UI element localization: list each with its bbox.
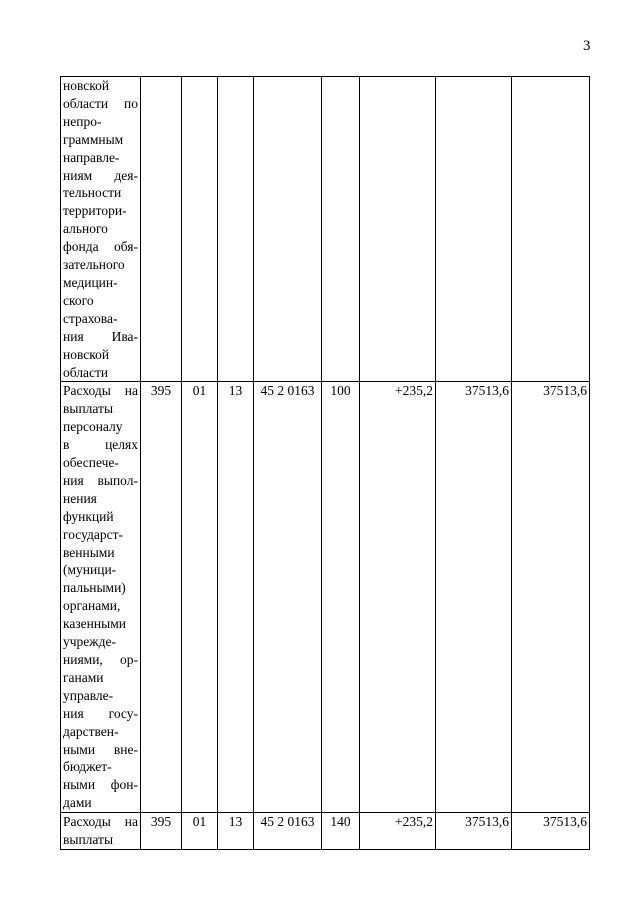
expense-name-line: территори- (63, 203, 127, 219)
expense-name-line: бюджет- (63, 759, 112, 775)
target-article-cell: 45 2 0163 (254, 382, 322, 813)
expense-name-line: казенными (63, 616, 126, 632)
expense-name-line: ального (63, 221, 108, 237)
expense-name-line: дарствен- (63, 723, 119, 739)
section-code-cell: 01 (182, 813, 218, 850)
target-article-cell (254, 77, 322, 382)
table-row (61, 382, 590, 813)
admin-code-cell: 395 (141, 382, 182, 813)
change-amount-cell: +235,2 (360, 382, 436, 813)
expense-name-line: направле- (63, 149, 120, 165)
expense-name-line: органами, (63, 598, 121, 614)
expense-name-line: функций (63, 508, 114, 524)
amount-cell-2 (512, 77, 590, 382)
expense-name-line: управле- (63, 687, 114, 703)
expense-name-line: ниями, ор- (63, 652, 138, 667)
expense-name-line: в целях (63, 437, 138, 453)
expense-name-line: персоналу (63, 419, 123, 435)
expense-name-line: венными (63, 544, 115, 560)
amount-cell-2: 37513,6 (512, 382, 590, 813)
admin-code-cell: 395 (141, 813, 182, 850)
subsection-code-cell: 13 (218, 813, 254, 850)
section-code-cell: 01 (182, 382, 218, 813)
table-body (61, 77, 590, 850)
expense-name-line: обеспече- (63, 455, 119, 471)
amount-cell-1: 37513,6 (436, 813, 512, 850)
expense-name-cell (61, 382, 141, 813)
budget-table (60, 76, 590, 850)
table-row (61, 813, 590, 850)
expense-name-line: государст- (63, 526, 123, 542)
expense-type-cell: 100 (322, 382, 360, 813)
expense-name-line: страхова- (63, 310, 118, 326)
amount-cell-2: 37513,6 (512, 813, 590, 850)
expense-name-line: новской (63, 346, 110, 362)
expense-name-line: ния выпол- (63, 472, 138, 488)
expense-name-line: ния Ива- (63, 328, 138, 344)
amount-cell-1 (436, 77, 512, 382)
expense-name-line: выплаты (63, 401, 114, 417)
expense-name-line: медицин- (63, 274, 118, 290)
expense-name-line: ниям дея- (63, 167, 138, 183)
expense-name-line: граммным (63, 131, 124, 147)
amount-cell-1: 37513,6 (436, 382, 512, 813)
expense-name-cell (61, 77, 141, 382)
expense-name-line: ными фон- (63, 777, 138, 793)
expense-name-line: выплаты (63, 832, 114, 848)
subsection-code-cell: 13 (218, 382, 254, 813)
expense-name-line: непро- (63, 113, 102, 129)
expense-name-line: области (63, 364, 109, 380)
expense-name-line: учрежде- (63, 634, 116, 650)
expense-name-line: Расходы на (63, 383, 138, 399)
expense-name-line: новской (63, 78, 110, 93)
expense-name-line: (муници- (63, 562, 117, 578)
expense-type-cell: 140 (322, 813, 360, 850)
change-amount-cell (360, 77, 436, 382)
expense-name-line: Расходы на (63, 814, 138, 830)
expense-name-line: пальными) (63, 580, 126, 596)
expense-name-line: ными вне- (63, 741, 138, 757)
expense-name-cell (61, 813, 141, 850)
admin-code-cell (141, 77, 182, 382)
expense-name-line: дами (63, 795, 92, 811)
expense-name-line: области по (63, 95, 138, 111)
expense-name-line: нения (63, 490, 97, 506)
subsection-code-cell (218, 77, 254, 382)
expense-name-line: ния госу- (63, 705, 138, 721)
change-amount-cell: +235,2 (360, 813, 436, 850)
expense-name-line: ского (63, 292, 94, 308)
section-code-cell (182, 77, 218, 382)
page-number: 3 (583, 38, 591, 54)
expense-name-line: зательного (63, 257, 125, 273)
expense-name-line: фонда обя- (63, 239, 138, 255)
expense-name-line: тельности (63, 185, 122, 201)
expense-name-line: ганами (63, 669, 104, 685)
target-article-cell: 45 2 0163 (254, 813, 322, 850)
expense-type-cell (322, 77, 360, 382)
table-row (61, 77, 590, 382)
